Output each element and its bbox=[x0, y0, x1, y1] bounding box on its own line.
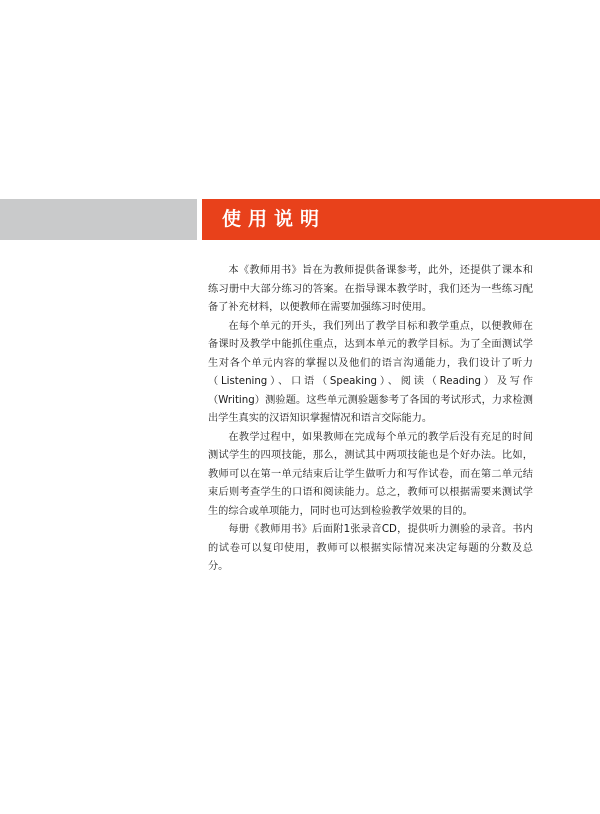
instructions-body bbox=[208, 262, 533, 577]
paragraph-testing-advice: 在教学过程中，如果教师在完成每个单元的教学后没有充足的时间测试学生的四项技能，那么，测试其中两项技能也是个好办法。比如，教师可以在第一单元结束后让学生做听力和写作试卷，而在第二单元结束后则考查学生的口语和阅读能力。总之，教师可以根据需要来测试学生的综合或单项能力，同时也可达到检验教学效果的目的。 bbox=[208, 431, 533, 517]
paragraph-unit-objectives: 在每个单元的开头，我们列出了教学目标和教学重点，以便教师在备课时及教学中能抓住重点，达到本单元的教学目标。为了全面测试学生对各个单元内容的掌握以及他们的语言沟通能力，我们设计了听力（Listening）、口语（Speaking）、阅读（Reading）及写作（Writing）测验题。这些单元测验题参考了各国的考试形式，力求检测出学生真实的汉语知识掌握情况和语言交际能力。 bbox=[208, 320, 533, 424]
gray-header-band bbox=[0, 199, 197, 240]
paragraph-audio-cd: 每册《教师用书》后面附1张录音CD，提供听力测验的录音。书内的试卷可以复印使用，教师可以根据实际情况来决定每题的分数及总分。 bbox=[208, 524, 533, 572]
paragraph-purpose: 本《教师用书》旨在为教师提供备课参考，此外，还提供了课本和练习册中大部分练习的答案。在指导课本教学时，我们还为一些练习配备了补充材料，以便教师在需要加强练习时使用。 bbox=[208, 265, 533, 313]
section-title: 使用说明 bbox=[222, 208, 327, 230]
